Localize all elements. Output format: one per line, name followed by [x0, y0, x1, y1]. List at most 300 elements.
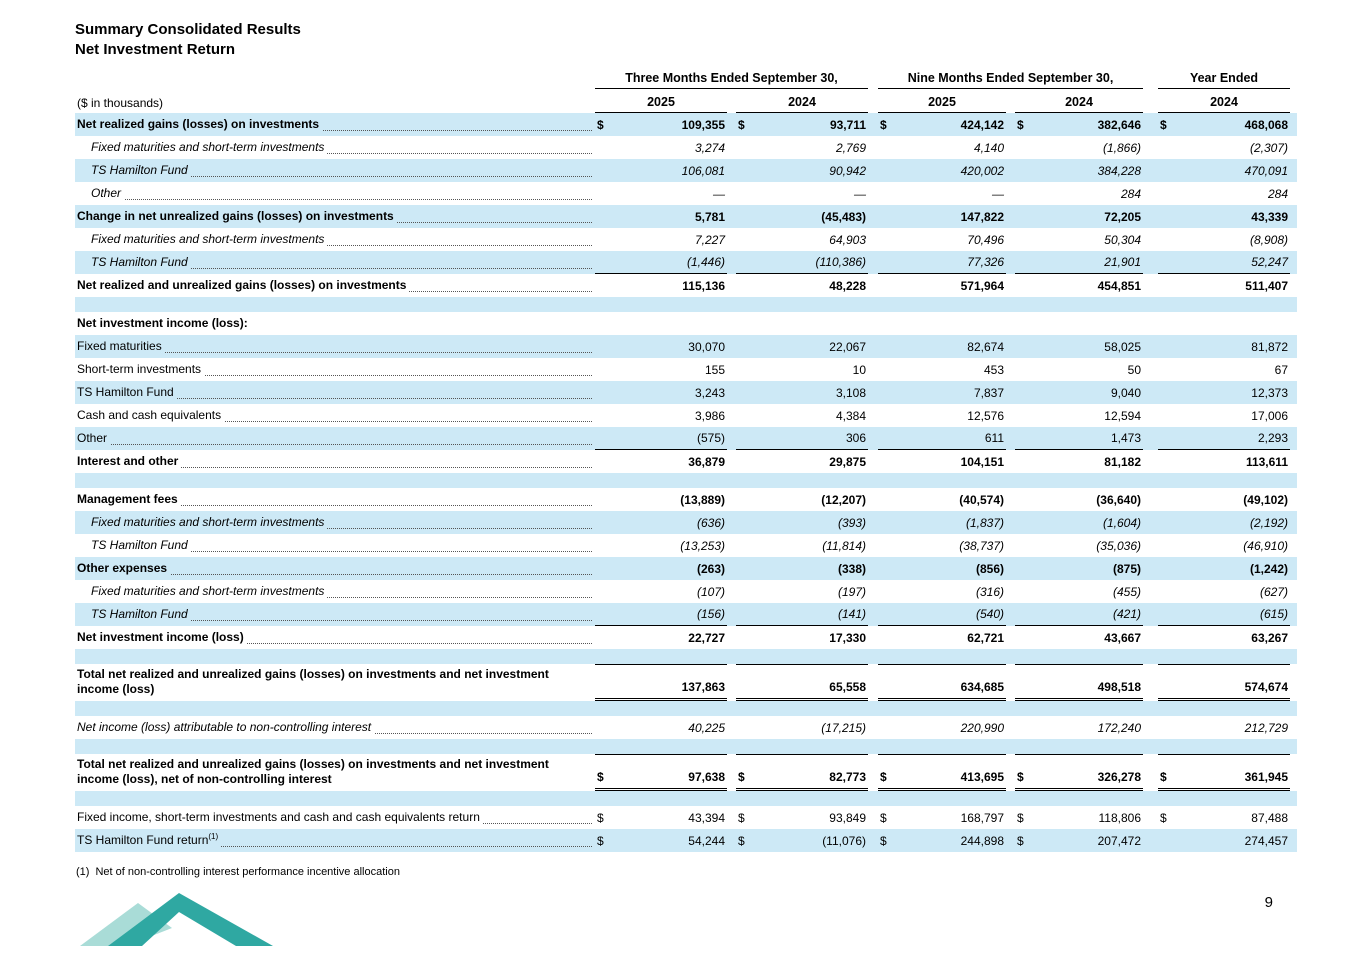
row-label [75, 427, 595, 450]
cell-value: 62,721 [967, 630, 1004, 645]
value-cell [878, 450, 1006, 473]
value-cell [1158, 274, 1290, 297]
cell-value: 21,901 [1104, 255, 1141, 269]
row-label [75, 182, 595, 205]
cell-value: 306 [845, 431, 866, 445]
currency-symbol: $ [880, 770, 887, 784]
value-cell [1158, 626, 1290, 649]
cell-value: 104,151 [960, 454, 1004, 469]
currency-symbol: $ [738, 770, 745, 784]
cell-value: 453 [983, 362, 1004, 377]
value-cell [1158, 511, 1290, 534]
cell-value: (1,446) [686, 255, 725, 269]
cell-value: 284 [1120, 186, 1141, 201]
cell-value: 9,040 [1110, 385, 1141, 400]
cell-value: 284 [1267, 186, 1288, 201]
company-logo [80, 892, 275, 947]
value-cell [1158, 603, 1290, 626]
cell-value: (141) [837, 607, 866, 621]
value-cell [595, 427, 727, 450]
cell-value: 70,496 [967, 232, 1004, 247]
currency-symbol: $ [738, 833, 745, 848]
value-cell [1158, 312, 1290, 335]
footnote-reference: (1) [208, 832, 219, 841]
cell-value: 17,330 [829, 630, 866, 645]
value-cell [1158, 113, 1290, 136]
value-cell [736, 511, 868, 534]
cell-value: (38,737) [959, 538, 1004, 553]
value-cell [1158, 228, 1290, 251]
value-cell [595, 716, 727, 739]
cell-value: (316) [975, 584, 1004, 599]
cell-value: 382,646 [1097, 117, 1141, 132]
value-cell [878, 580, 1006, 603]
net-investment-return-table [75, 71, 1297, 852]
cell-value: 115,136 [682, 278, 725, 293]
row-label [75, 806, 595, 829]
cell-value: (11,814) [822, 538, 866, 553]
spacer-row [75, 473, 1297, 488]
row-label [75, 557, 595, 580]
cell-value: 634,685 [960, 680, 1004, 694]
cell-value: 244,898 [960, 833, 1004, 848]
row-label [75, 312, 595, 335]
value-cell [736, 534, 868, 557]
value-cell [595, 136, 727, 159]
currency-symbol: $ [1017, 117, 1024, 132]
table-row [75, 159, 1297, 182]
value-cell [736, 488, 868, 511]
value-cell [878, 228, 1006, 251]
cell-value: 81,872 [1251, 339, 1288, 354]
spacer-row [75, 791, 1297, 806]
cell-value: 90,942 [829, 163, 866, 178]
cell-value: 43,667 [1104, 630, 1141, 645]
cell-value: 48,228 [829, 278, 866, 293]
value-cell [736, 182, 868, 205]
cell-value: 274,457 [1244, 833, 1288, 848]
currency-symbol: $ [1160, 810, 1167, 825]
row-label-text: Net income (loss) attributable to non-controlling interest [75, 720, 374, 735]
cell-value: 43,339 [1251, 209, 1288, 224]
cell-value: 12,594 [1104, 408, 1141, 423]
cell-value: 50 [1127, 362, 1141, 377]
cell-value: 4,384 [835, 408, 866, 423]
year-column-header: 2024 [1158, 95, 1290, 113]
cell-value: (1,242) [1249, 561, 1288, 576]
year-header-row [75, 89, 1297, 113]
value-cell [595, 580, 727, 603]
value-cell [1158, 427, 1290, 450]
row-label [75, 580, 595, 603]
value-cell [1158, 182, 1290, 205]
value-cell [736, 829, 868, 852]
value-cell [736, 159, 868, 182]
page-title: Summary Consolidated Results [75, 21, 301, 38]
value-cell [1158, 829, 1290, 852]
cell-value: 611 [984, 431, 1004, 445]
value-cell [878, 113, 1006, 136]
value-cell [1015, 228, 1143, 251]
cell-value: 64,903 [829, 232, 866, 247]
document-page [75, 20, 1297, 878]
cell-value: — [713, 186, 725, 201]
cell-value: (2,307) [1249, 140, 1288, 155]
value-cell [595, 511, 727, 534]
value-cell [595, 488, 727, 511]
table-row [75, 312, 1297, 335]
row-label-text: Management fees [75, 492, 181, 507]
cell-value: 413,695 [960, 770, 1004, 784]
row-label [75, 381, 595, 404]
value-cell [736, 450, 868, 473]
value-cell [1015, 159, 1143, 182]
value-cell [736, 806, 868, 829]
table-row [75, 829, 1297, 852]
currency-symbol: $ [1160, 770, 1167, 784]
cell-value: 5,781 [694, 209, 725, 224]
dotted-leader [77, 444, 592, 445]
table-row [75, 580, 1297, 603]
spacer-row [75, 739, 1297, 754]
value-cell [1158, 335, 1290, 358]
value-cell [595, 829, 727, 852]
cell-value: (13,889) [680, 492, 725, 507]
column-group-header-row [75, 71, 1297, 89]
row-label-text: Total net realized and unrealized gains (losses) on investments and net investment income (loss) [75, 664, 595, 697]
cell-value: (2,192) [1249, 515, 1288, 530]
value-cell [878, 603, 1006, 626]
value-cell [878, 335, 1006, 358]
value-cell [595, 251, 727, 274]
cell-value: 113,611 [1245, 454, 1288, 469]
value-cell [1158, 251, 1290, 274]
cell-value: (875) [1112, 561, 1141, 576]
cell-value: (455) [1112, 584, 1141, 599]
cell-value: 384,228 [1097, 163, 1141, 178]
value-cell [595, 205, 727, 228]
value-cell [878, 205, 1006, 228]
row-label-text: TS Hamilton Fund [75, 163, 191, 178]
currency-symbol: $ [880, 810, 887, 825]
cell-value: — [854, 186, 866, 201]
value-cell [595, 182, 727, 205]
row-label-text: Change in net unrealized gains (losses) on investments [75, 209, 397, 224]
cell-value: — [992, 186, 1004, 201]
cell-value: 571,964 [960, 278, 1004, 293]
cell-value: (46,910) [1243, 538, 1288, 553]
row-label-text: Short-term investments [75, 362, 204, 377]
value-cell [1158, 664, 1290, 701]
value-cell [595, 534, 727, 557]
value-cell [1015, 205, 1143, 228]
cell-value: 93,711 [829, 117, 866, 132]
value-cell [1015, 427, 1143, 450]
table-row [75, 182, 1297, 205]
row-label-text: TS Hamilton Fund [75, 385, 177, 400]
cell-value: (8,908) [1249, 232, 1288, 247]
row-label-text: Total net realized and unrealized gains (losses) on investments and net investment income (loss), net of non-controlling interest [75, 754, 595, 787]
value-cell [736, 664, 868, 701]
row-label [75, 113, 595, 136]
value-cell [878, 626, 1006, 649]
cell-value: 3,274 [694, 140, 725, 155]
table-row [75, 557, 1297, 580]
row-label-text: TS Hamilton Fund [75, 255, 191, 270]
cell-value: 220,990 [960, 720, 1004, 735]
row-label [75, 603, 595, 626]
value-cell [595, 603, 727, 626]
footnote [75, 866, 1297, 878]
cell-value: 212,729 [1244, 720, 1288, 735]
value-cell [595, 228, 727, 251]
cell-value: (540) [975, 607, 1004, 621]
row-label [75, 228, 595, 251]
cell-value: (627) [1259, 584, 1288, 599]
currency-symbol: $ [880, 117, 887, 132]
year-column-header: 2025 [878, 95, 1006, 113]
value-cell [595, 806, 727, 829]
cell-value: 2,293 [1257, 431, 1288, 445]
cell-value: 3,243 [694, 385, 725, 400]
value-cell [595, 557, 727, 580]
cell-value: 81,182 [1104, 454, 1141, 469]
value-cell [878, 557, 1006, 580]
row-label [75, 626, 595, 649]
value-cell [1015, 806, 1143, 829]
currency-symbol: $ [597, 770, 604, 784]
value-cell [595, 113, 727, 136]
value-cell [878, 358, 1006, 381]
cell-value: (263) [696, 561, 725, 576]
value-cell [878, 716, 1006, 739]
row-label-text: Fixed maturities and short-term investments [75, 515, 327, 530]
table-row [75, 251, 1297, 274]
value-cell [878, 381, 1006, 404]
value-cell [736, 205, 868, 228]
value-cell [1158, 450, 1290, 473]
value-cell [736, 312, 868, 335]
table-row [75, 603, 1297, 626]
spacer-row [75, 701, 1297, 716]
value-cell [1158, 404, 1290, 427]
page-subtitle: Net Investment Return [75, 40, 236, 58]
column-group-year-ended: Year Ended [1158, 71, 1290, 89]
value-cell [1158, 136, 1290, 159]
row-label-text: Net realized gains (losses) on investments [75, 117, 322, 132]
column-group-nine-months: Nine Months Ended September 30, [878, 71, 1143, 89]
row-label-text: Fixed maturities and short-term investments [75, 584, 327, 599]
row-label [75, 488, 595, 511]
currency-symbol: $ [738, 810, 745, 825]
value-cell [1158, 580, 1290, 603]
value-cell [1015, 381, 1143, 404]
cell-value: (36,640) [1096, 492, 1141, 507]
cell-value: (197) [837, 584, 866, 599]
row-label [75, 251, 595, 274]
cell-value: 97,638 [688, 770, 725, 784]
cell-value: 17,006 [1251, 408, 1288, 423]
table-row [75, 427, 1297, 450]
cell-value: 511,407 [1245, 278, 1288, 293]
row-label-text: Net realized and unrealized gains (losses) on investments [75, 278, 409, 293]
table-row [75, 664, 1297, 701]
cell-value: 168,797 [960, 810, 1004, 825]
table-row [75, 113, 1297, 136]
cell-value: 172,240 [1097, 720, 1141, 735]
value-cell [1015, 335, 1143, 358]
value-cell [595, 381, 727, 404]
row-label [75, 136, 595, 159]
cell-value: 118,806 [1098, 810, 1141, 825]
value-cell [1158, 381, 1290, 404]
cell-value: (393) [837, 515, 866, 530]
value-cell [878, 534, 1006, 557]
cell-value: 22,067 [829, 339, 866, 354]
cell-value: 87,488 [1251, 810, 1288, 825]
value-cell [736, 335, 868, 358]
cell-value: 12,576 [967, 408, 1004, 423]
value-cell [878, 511, 1006, 534]
year-column-header: 2025 [595, 95, 727, 113]
value-cell [736, 113, 868, 136]
cell-value: 67 [1274, 362, 1288, 377]
cell-value: (156) [696, 607, 725, 621]
table-row [75, 754, 1297, 791]
spacer-row [75, 297, 1297, 312]
value-cell [595, 626, 727, 649]
value-cell [1015, 182, 1143, 205]
value-cell [1158, 754, 1290, 791]
row-label-text: Other [75, 431, 110, 446]
cell-value: (45,483) [821, 209, 866, 224]
value-cell [1015, 274, 1143, 297]
value-cell [1015, 312, 1143, 335]
cell-value: 470,091 [1244, 163, 1288, 178]
cell-value: 424,142 [960, 117, 1004, 132]
cell-value: 40,225 [688, 720, 725, 735]
value-cell [1015, 626, 1143, 649]
table-row [75, 381, 1297, 404]
row-label-text: TS Hamilton Fund return$^{(1)}$ [75, 833, 221, 848]
cell-value: 93,849 [829, 810, 866, 825]
cell-value: (338) [837, 561, 866, 576]
value-cell [1015, 603, 1143, 626]
row-label-text: TS Hamilton Fund [75, 607, 191, 622]
row-label-text: TS Hamilton Fund [75, 538, 191, 553]
cell-value: 7,837 [973, 385, 1004, 400]
value-cell [1158, 358, 1290, 381]
currency-symbol: $ [597, 833, 604, 848]
value-cell [595, 274, 727, 297]
value-cell [595, 664, 727, 701]
cell-value: 4,140 [973, 140, 1004, 155]
cell-value: 155 [704, 362, 725, 377]
value-cell [736, 404, 868, 427]
value-cell [878, 182, 1006, 205]
cell-value: (636) [696, 515, 725, 530]
value-cell [1158, 159, 1290, 182]
table-row [75, 626, 1297, 649]
column-group-three-months: Three Months Ended September 30, [595, 71, 868, 89]
page-number: 9 [1264, 894, 1273, 911]
value-cell [878, 251, 1006, 274]
table-row [75, 806, 1297, 829]
cell-value: (40,574) [959, 492, 1004, 507]
cell-value: 361,945 [1244, 770, 1288, 784]
cell-value: 574,674 [1244, 680, 1288, 694]
value-cell [736, 716, 868, 739]
cell-value: 82,773 [829, 770, 866, 784]
table-row [75, 534, 1297, 557]
cell-value: 420,002 [960, 163, 1004, 178]
value-cell [1015, 557, 1143, 580]
row-label-text: Fixed maturities and short-term investments [75, 140, 327, 155]
cell-value: 1,473 [1110, 431, 1141, 445]
value-cell [736, 251, 868, 274]
cell-value: 109,355 [681, 117, 725, 132]
table-row [75, 716, 1297, 739]
cell-value: (13,253) [680, 538, 725, 553]
year-column-header: 2024 [736, 95, 868, 113]
value-cell [1015, 251, 1143, 274]
value-cell [1015, 664, 1143, 701]
cell-value: 30,070 [688, 339, 725, 354]
table-row [75, 274, 1297, 297]
cell-value: 43,394 [688, 810, 725, 825]
value-cell [595, 450, 727, 473]
value-cell [1015, 136, 1143, 159]
value-cell [878, 829, 1006, 852]
value-cell [595, 358, 727, 381]
currency-symbol: $ [1017, 833, 1024, 848]
value-cell [1015, 488, 1143, 511]
cell-value: (575) [696, 431, 725, 445]
value-cell [1158, 557, 1290, 580]
value-cell [736, 228, 868, 251]
row-label-text: Interest and other [75, 454, 181, 469]
value-cell [878, 404, 1006, 427]
value-cell [878, 159, 1006, 182]
cell-value: (1,837) [965, 515, 1004, 530]
value-cell [736, 274, 868, 297]
cell-value: 63,267 [1251, 630, 1288, 645]
value-cell [878, 312, 1006, 335]
dotted-leader [77, 199, 592, 200]
cell-value: 137,863 [681, 680, 725, 694]
value-cell [1158, 806, 1290, 829]
cell-value: 58,025 [1104, 339, 1141, 354]
cell-value: (1,866) [1102, 140, 1141, 155]
cell-value: 7,227 [694, 232, 725, 247]
row-label-text: Other expenses [75, 561, 170, 576]
value-cell [878, 754, 1006, 791]
cell-value: (107) [696, 584, 725, 599]
value-cell [736, 136, 868, 159]
table-row [75, 358, 1297, 381]
row-label [75, 274, 595, 297]
cell-value: 2,769 [835, 140, 866, 155]
table-row [75, 488, 1297, 511]
value-cell [595, 335, 727, 358]
value-cell [1015, 534, 1143, 557]
cell-value: (35,036) [1096, 538, 1141, 553]
value-cell [736, 381, 868, 404]
cell-value: 10 [852, 362, 866, 377]
row-label [75, 716, 595, 739]
cell-value: 12,373 [1251, 385, 1288, 400]
row-label-text: Fixed maturities and short-term investments [75, 232, 327, 247]
